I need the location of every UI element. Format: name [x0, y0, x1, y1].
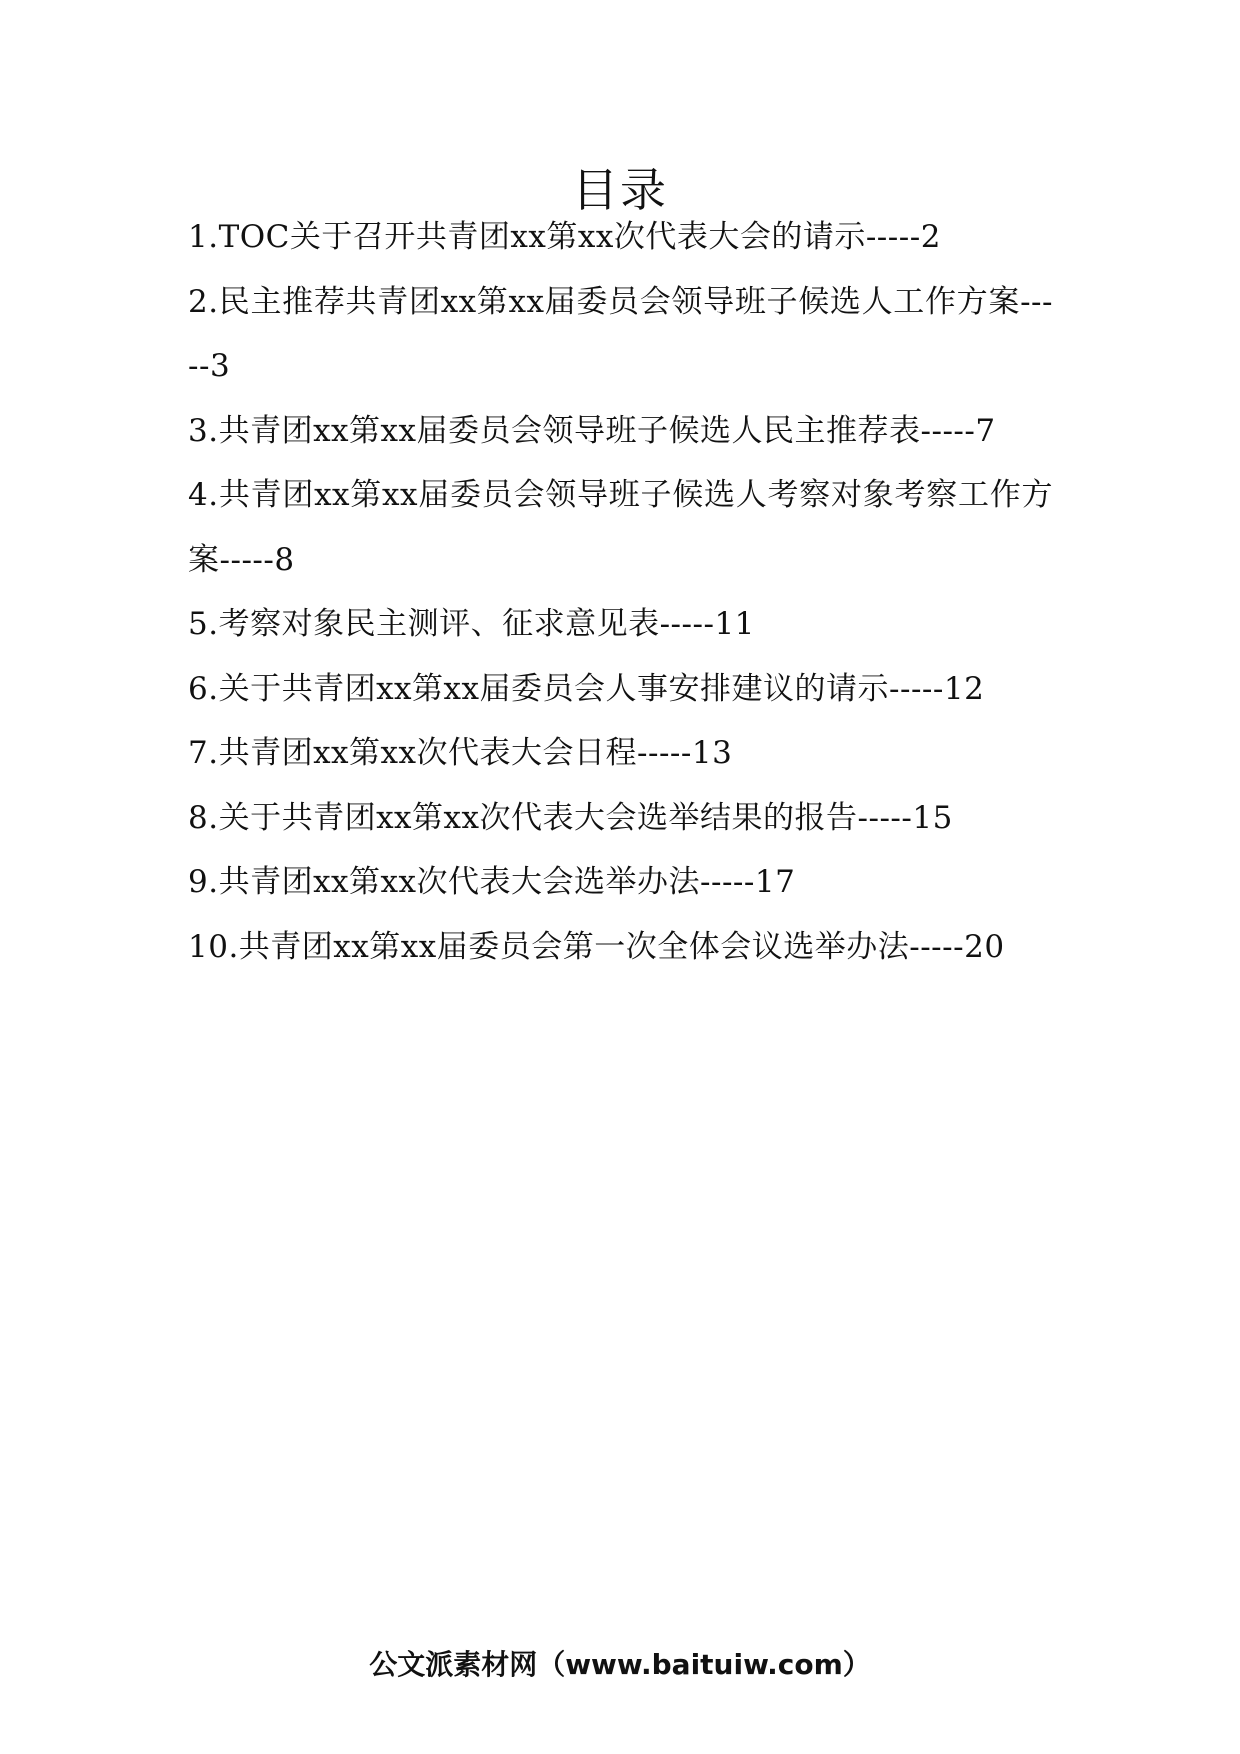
page-title: 目录 [572, 163, 668, 217]
toc-item-1[interactable]: 1.TOC关于召开共青团xx第xx次代表大会的请示-----2 [188, 219, 941, 255]
toc-item-4[interactable]: 4.共青团xx第xx届委员会领导班子候选人考察对象考察工作方案-----8 [188, 477, 1053, 578]
toc-item-3[interactable]: 3.共青团xx第xx届委员会领导班子候选人民主推荐表-----7 [188, 412, 996, 449]
toc-item-6[interactable]: 6.关于共青团xx第xx届委员会人事安排建议的请示-----12 [188, 670, 985, 707]
toc-item-10[interactable]: 10.共青团xx第xx届委员会第一次全体会议选举办法-----20 [188, 928, 1005, 965]
toc-item-7[interactable]: 7.共青团xx第xx次代表大会日程-----13 [188, 735, 733, 771]
toc-item-5[interactable]: 5.考察对象民主测评、征求意见表-----11 [188, 606, 755, 642]
table-of-contents [188, 205, 1053, 979]
footer-watermark: 公文派素材网（www.baituiw.com） [369, 1648, 871, 1681]
toc-item-9[interactable]: 9.共青团xx第xx次代表大会选举办法-----17 [188, 864, 796, 900]
toc-item-8[interactable]: 8.关于共青团xx第xx次代表大会选举结果的报告-----15 [188, 799, 953, 836]
toc-item-2[interactable]: 2.民主推荐共青团xx第xx届委员会领导班子候选人工作方案-----3 [188, 283, 1053, 384]
